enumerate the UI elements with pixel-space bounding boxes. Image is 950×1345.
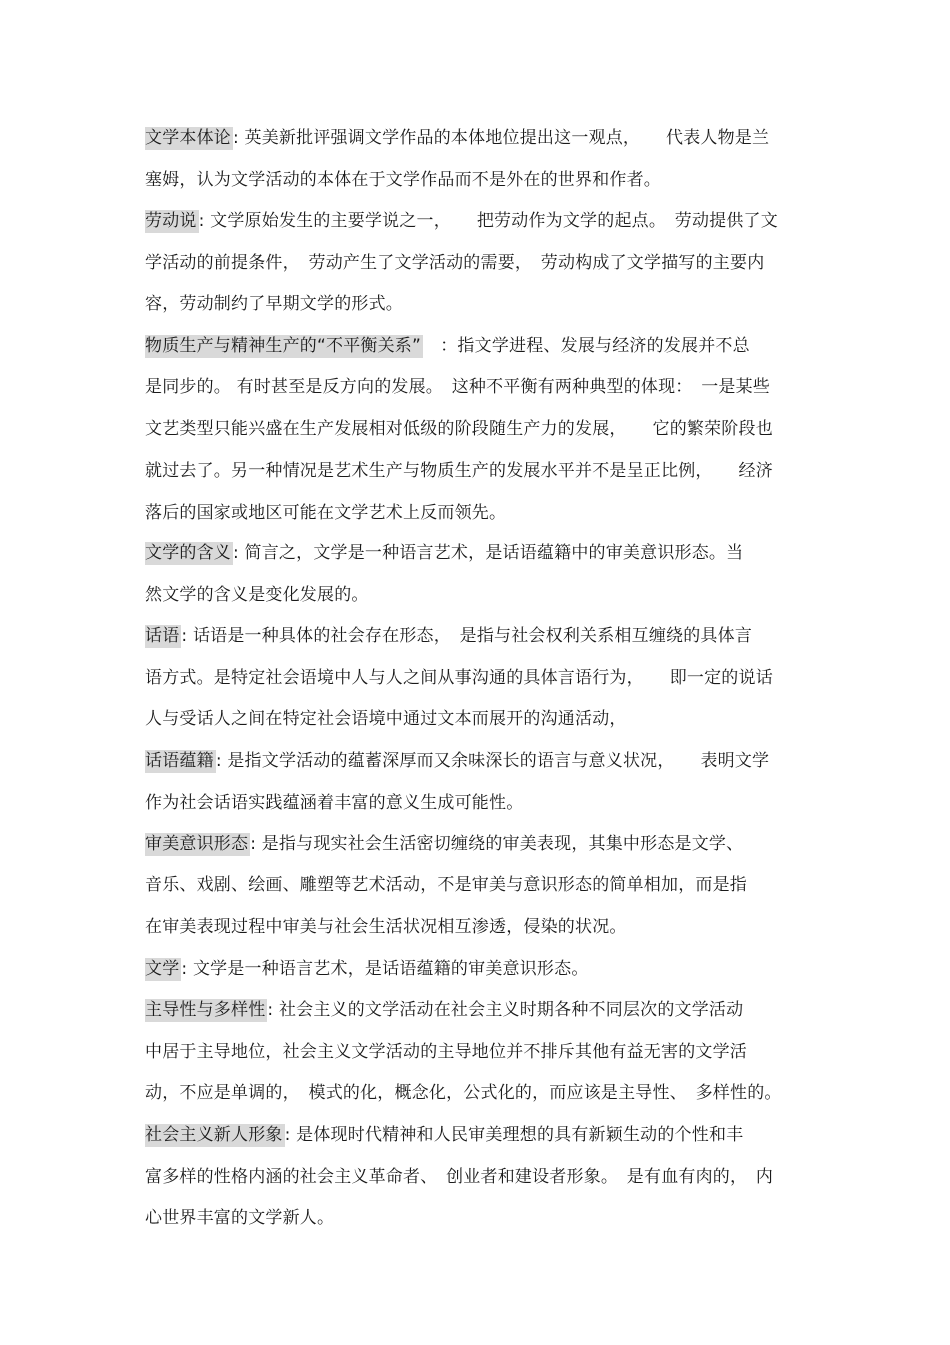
paragraph-line: 语方式。是特定社会语境中人与人之间从事沟通的具体言语行为， 即一定的说话 xyxy=(145,668,773,688)
paragraph-line: 在审美表现过程中审美与社会生活状况相互渗透，侵染的状况。 xyxy=(145,917,627,937)
definition-text: : 是指文学活动的蕴蓄深厚而又余味深长的语言与意义状况， 表明文学 xyxy=(215,751,770,771)
paragraph-line xyxy=(145,624,752,648)
paragraph-line xyxy=(145,541,743,565)
definition-text: : 是体现时代精神和人民审美理想的具有新颖生动的个性和丰 xyxy=(284,1125,744,1145)
term-label: 劳动说 xyxy=(145,211,197,231)
term-label: 主导性与多样性 xyxy=(145,1000,266,1020)
definition-text: : 英美新批评强调文学作品的本体地位提出这一观点， 代表人物是兰 xyxy=(233,128,770,148)
definition-text: ：指文学进程、发展与经济的发展并不总 xyxy=(423,336,750,356)
paragraph-line: 人与受话人之间在特定社会语境中通过文本而展开的沟通活动， xyxy=(145,709,627,729)
term-label: 物质生产与精神生产的“不平衡关系” xyxy=(145,336,422,356)
paragraph-line xyxy=(145,334,750,358)
paragraph-line xyxy=(145,832,743,856)
term-label: 话语 xyxy=(145,626,180,646)
term-label: 社会主义新人形象 xyxy=(145,1125,283,1145)
definition-text: : 社会主义的文学活动在社会主义时期各种不同层次的文学活动 xyxy=(267,1000,744,1020)
term-label: 文学本体论 xyxy=(145,128,231,148)
paragraph-line: 动，不应是单调的， 模式的化，概念化，公式化的，而应该是主导性、 多样性的。 xyxy=(145,1083,782,1103)
term-label: 审美意识形态 xyxy=(145,834,249,854)
paragraph-line: 是同步的。 有时甚至是反方向的发展。 这种不平衡有两种典型的体现： 一是某些 xyxy=(145,377,771,397)
paragraph-line xyxy=(145,998,743,1022)
paragraph-line: 塞姆，认为文学活动的本体在于文学作品而不是外在的世界和作者。 xyxy=(145,170,661,190)
paragraph-line: 容，劳动制约了早期文学的形式。 xyxy=(145,294,403,314)
term-label: 文学的含义 xyxy=(145,543,231,563)
term-label: 话语蕴籍 xyxy=(145,751,214,771)
paragraph-line: 中居于主导地位，社会主义文学活动的主导地位并不排斥其他有益无害的文学活 xyxy=(145,1042,747,1062)
paragraph-line: 心世界丰富的文学新人。 xyxy=(145,1208,335,1228)
paragraph-line xyxy=(145,209,778,233)
paragraph-line: 学活动的前提条件， 劳动产生了文学活动的需要， 劳动构成了文学描写的主要内 xyxy=(145,253,765,273)
definition-text: : 简言之，文学是一种语言艺术，是话语蕴籍中的审美意识形态。当 xyxy=(233,543,744,563)
paragraph-line: 音乐、戏剧、绘画、雕塑等艺术活动，不是审美与意识形态的简单相加，而是指 xyxy=(145,875,747,895)
paragraph-line: 就过去了。另一种情况是艺术生产与物质生产的发展水平并不是呈正比例， 经济 xyxy=(145,461,773,481)
paragraph-line xyxy=(145,126,769,150)
paragraph-line: 富多样的性格内涵的社会主义革命者、 创业者和建设者形象。 是有血有肉的， 内 xyxy=(145,1167,774,1187)
paragraph-line: 作为社会话语实践蕴涵着丰富的意义生成可能性。 xyxy=(145,793,524,813)
paragraph-line: 文艺类型只能兴盛在生产发展相对低级的阶段随生产力的发展， 它的繁荣阶段也 xyxy=(145,419,773,439)
paragraph-line xyxy=(145,1123,743,1147)
paragraph-line xyxy=(145,957,589,981)
paragraph-line: 落后的国家或地区可能在文学艺术上反而领先。 xyxy=(145,503,507,523)
definition-text: : 是指与现实社会生活密切缠绕的审美表现，其集中形态是文学、 xyxy=(250,834,744,854)
term-label: 文学 xyxy=(145,959,180,979)
paragraph-line: 然文学的含义是变化发展的。 xyxy=(145,585,369,605)
definition-text: : 文学原始发生的主要学说之一， 把劳动作为文学的起点。 劳动提供了文 xyxy=(198,211,778,231)
paragraph-line xyxy=(145,749,769,773)
definition-text: : 话语是一种具体的社会存在形态， 是指与社会权利关系相互缠绕的具体言 xyxy=(181,626,753,646)
definition-text: : 文学是一种语言艺术，是话语蕴籍的审美意识形态。 xyxy=(181,959,589,979)
